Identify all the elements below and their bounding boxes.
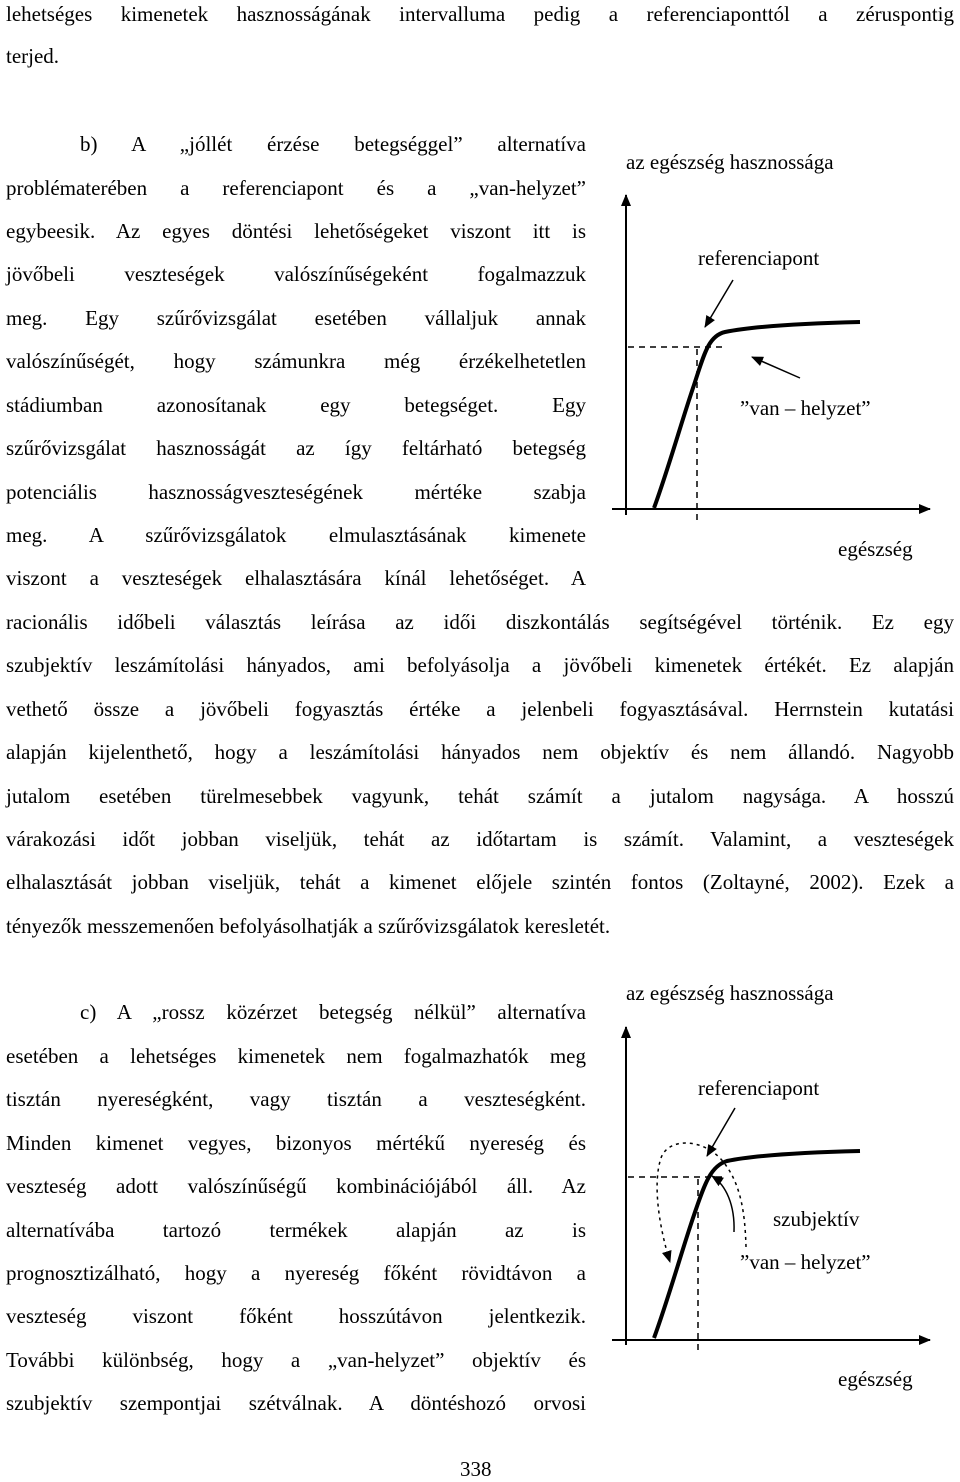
body-text-line: viszont a veszteségek elhalasztására kínál lehetőséget. A	[6, 566, 586, 590]
body-text-line: potenciális hasznosságveszteségének mértéke szabja	[6, 480, 586, 504]
body-text-line: elhalasztását jobban viseljük, tehát a kimenet előjele szintén fontos (Zoltayné, 2002). Ezek a	[6, 870, 954, 894]
body-text-line: stádiumban azonosítanak egy betegséget. Egy	[6, 393, 586, 417]
body-text-line: Minden kimenet vegyes, bizonyos mértékű nyereség és	[6, 1131, 586, 1155]
body-text-line: szubjektív leszámítolási hányados, ami befolyásolja a jövőbeli kimenetek értékét. Ez alapján	[6, 653, 954, 677]
utility-curve	[654, 1151, 860, 1338]
body-text-line: egybeesik. Az egyes döntési lehetőségeket viszont itt is	[6, 219, 586, 243]
y-axis-label: az egészség hasznossága	[626, 981, 834, 1005]
subjective-pointer-solid	[712, 1176, 734, 1232]
body-text-line: várakozási időt jobban viseljük, tehát az időtartam is számít. Valamint, a veszteségek	[6, 827, 954, 851]
body-text-line: vethető össze a jövőbeli fogyasztás értéke a jelenbeli fogyasztásával. Herrnstein kutatási	[6, 697, 954, 721]
body-text-line: prognosztizálható, hogy a nyereség főként rövidtávon a	[6, 1261, 586, 1285]
status-quo-label: ”van – helyzet”	[740, 396, 871, 420]
body-text-line: alternatívába tartozó termékek alapján az is	[6, 1218, 586, 1242]
body-text-line: problématerében a referenciapont és a „van-helyzet”	[6, 176, 586, 200]
body-text-line: racionális időbeli választás leírása az idői diszkontálás segítségével történik. Ez egy	[6, 610, 954, 634]
body-text-line: terjed.	[6, 44, 60, 68]
body-text-line: esetében a lehetséges kimenetek nem fogalmazhatók meg	[6, 1044, 586, 1068]
subjective-label: szubjektív	[773, 1207, 860, 1231]
section-b-heading-line: b) A „jóllét érzése betegséggel” alternatíva	[80, 132, 586, 156]
body-text-line: tényezők messzemenően befolyásolhatják a szűrővizsgálatok keresletét.	[6, 914, 611, 938]
body-text-line: veszteség viszont főként hosszútávon jelentkezik.	[6, 1304, 586, 1328]
page-number: 338	[460, 1457, 492, 1481]
body-text-line: meg. A szűrővizsgálatok elmulasztásának kimenete	[6, 523, 586, 547]
status-quo-label: ”van – helyzet”	[740, 1250, 871, 1274]
section-c-heading-line: c) A „rossz közérzet betegség nélkül” alternatíva	[80, 1000, 586, 1024]
body-text-line: meg. Egy szűrővizsgálat esetében vállaljuk annak	[6, 306, 586, 330]
body-text-line: alapján kijelenthető, hogy a leszámítolási hányados nem objektív és nem állandó. Nagyobb	[6, 740, 954, 764]
body-text-line: tisztán nyereségként, vagy tisztán a veszteségként.	[6, 1087, 586, 1111]
x-axis-label: egészség	[838, 537, 913, 561]
body-text-line: jövőbeli veszteségek valószínűségeként fogalmazzuk	[6, 262, 586, 286]
reference-pointer-arrow	[707, 1108, 735, 1156]
reference-point-label: referenciapont	[698, 1076, 820, 1100]
body-text-line: szubjektív szempontjai szétválnak. A döntéshozó orvosi	[6, 1391, 586, 1415]
reference-point-label: referenciapont	[698, 246, 820, 270]
body-text-line: További különbség, hogy a „van-helyzet” objektív és	[6, 1348, 586, 1372]
body-text-line: valószínűségét, hogy számunkra még érzékelhetetlen	[6, 349, 586, 373]
x-axis-label: egészség	[838, 1367, 913, 1391]
y-axis-label: az egészség hasznossága	[626, 150, 834, 174]
body-text-line: lehetséges kimenetek hasznosságának intervalluma pedig a referenciaponttól a zéruspontig	[6, 2, 954, 26]
body-text-line: jutalom esetében türelmesebbek vagyunk, tehát számít a jutalom nagysága. A hosszú	[6, 784, 954, 808]
body-text-line: szűrővizsgálat hasznosságát az így feltárható betegség	[6, 436, 586, 460]
body-text-line: veszteség adott valószínűségű kombinációjából áll. Az	[6, 1174, 586, 1198]
